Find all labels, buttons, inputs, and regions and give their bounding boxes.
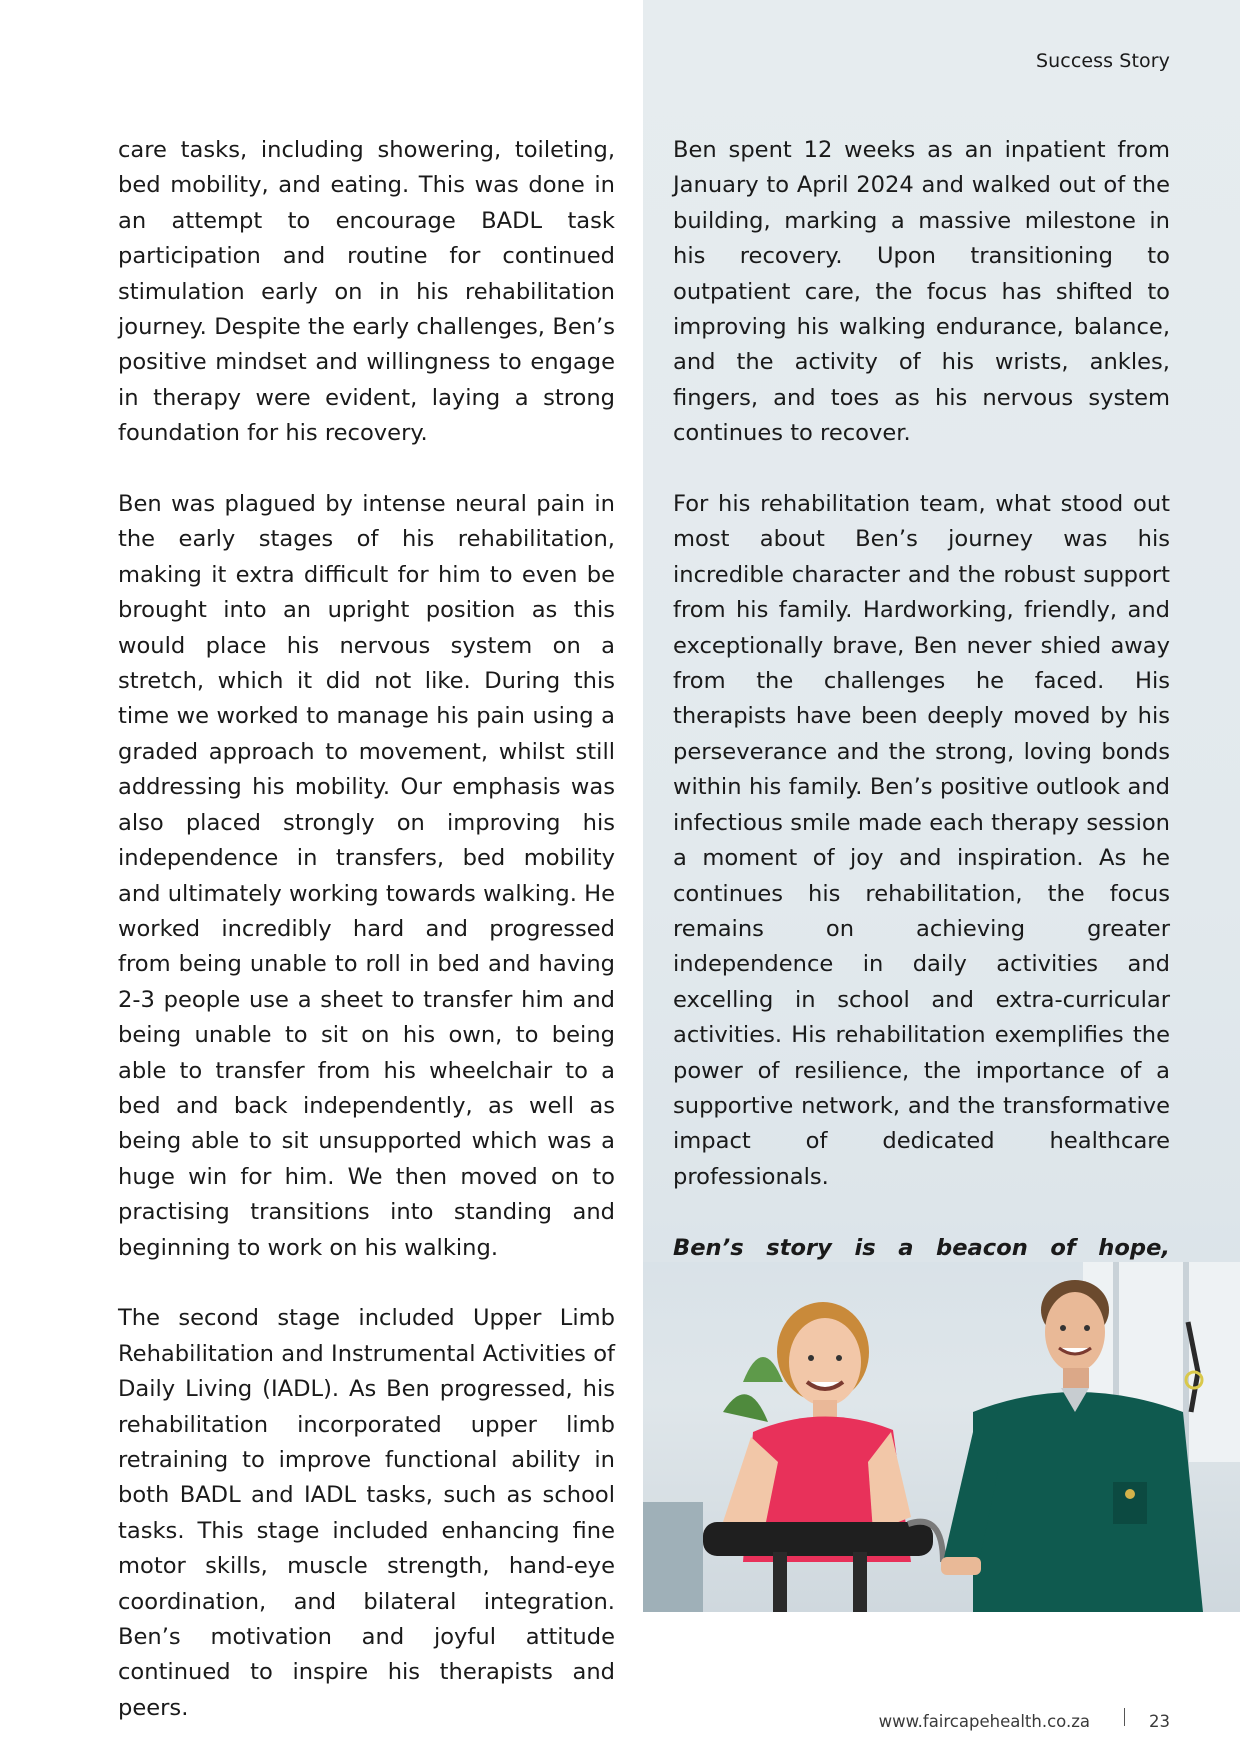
- patient-therapist-photo: [643, 1262, 1240, 1612]
- body-paragraph: The second stage included Upper Limb Rehabilitation and Instrumental Activities of Daily Living (IADL). As Ben progressed, his rehabilitation incorporated upper limb retraining to improve functional ability in both BADL and IADL tasks, such as school tasks. This stage included enhancing fine motor skills, muscle strength, hand-eye coordination, and bilateral integration. Ben’s motivation and joyful attitude continued to inspire his therapists and peers.: [118, 1305, 615, 1721]
- photo-illustration: [643, 1262, 1240, 1612]
- plant-leaf: [743, 1357, 783, 1382]
- scrubs-pocket: [1113, 1482, 1147, 1524]
- logo-badge: [1125, 1489, 1135, 1499]
- treatment-bed: [643, 1502, 703, 1612]
- right-column: [673, 133, 1170, 1408]
- body-paragraph: Ben spent 12 weeks as an inpatient from January to April 2024 and walked out of the building, marking a massive milestone in his recovery. Upon transitioning to outpatient care, the focus has shifted to improving his walking endurance, balance, and the activity of his wrists, ankles, fingers, and toes as his nervous system continues to recover.: [673, 137, 1170, 447]
- body-paragraph: For his rehabilitation team, what stood out most about Ben’s journey was his incredible character and the robust support from his family. Hardworking, friendly, and exceptionally brave, Ben never shied away from the challenges he faced. His therapists have been deeply moved by his perseverance and the strong, loving bonds within his family. Ben’s positive outlook and infectious smile made each therapy session a moment of joy and inspiration. As he continues his rehabilitation, the focus remains on achieving greater independence in daily activities and excelling in school and extra-curricular activities. His rehabilitation exemplifies the power of resilience, the importance of a supportive network, and the transformative impact of dedicated healthcare professionals.: [673, 491, 1170, 1190]
- page-number: 23: [1149, 1712, 1170, 1731]
- walker-frame: [703, 1522, 943, 1612]
- left-column: [118, 133, 615, 1762]
- footer: [879, 1712, 1170, 1731]
- footer-divider: [1124, 1708, 1125, 1726]
- body-paragraph: Ben was plagued by intense neural pain in the early stages of his rehabilitation, making it extra difficult for him to even be brought into an upright position as this would place his nervous system on a stretch, which it did not like. During this time we worked to manage his pain using a graded approach to movement, whilst still addressing his mobility. Our emphasis was also placed strongly on improving his independence in transfers, bed mobility and ultimately working towards walking. He worked incredibly hard and progressed from being unable to roll in bed and having 2-3 people use a sheet to transfer him and being unable to sit on his own, to being able to transfer from his wheelchair to a bed and back independently, as well as being able to sit unsupported which was a huge win for him. We then moved on to practising transitions into standing and beginning to work on his walking.: [118, 491, 615, 1261]
- body-paragraph: care tasks, including showering, toileting, bed mobility, and eating. This was done in an attempt to encourage BADL task participation and routine for continued stimulation early on in his rehabilitation journey. Despite the early challenges, Ben’s positive mindset and willingness to engage in therapy were evident, laying a strong foundation for his recovery.: [118, 137, 615, 447]
- section-label: Success Story: [1035, 50, 1170, 72]
- closing-quote: Ben’s story is a beacon of hope,: [673, 1234, 1170, 1261]
- plant-leaf: [723, 1394, 768, 1422]
- website-link[interactable]: www.faircapehealth.co.za: [878, 1712, 1090, 1731]
